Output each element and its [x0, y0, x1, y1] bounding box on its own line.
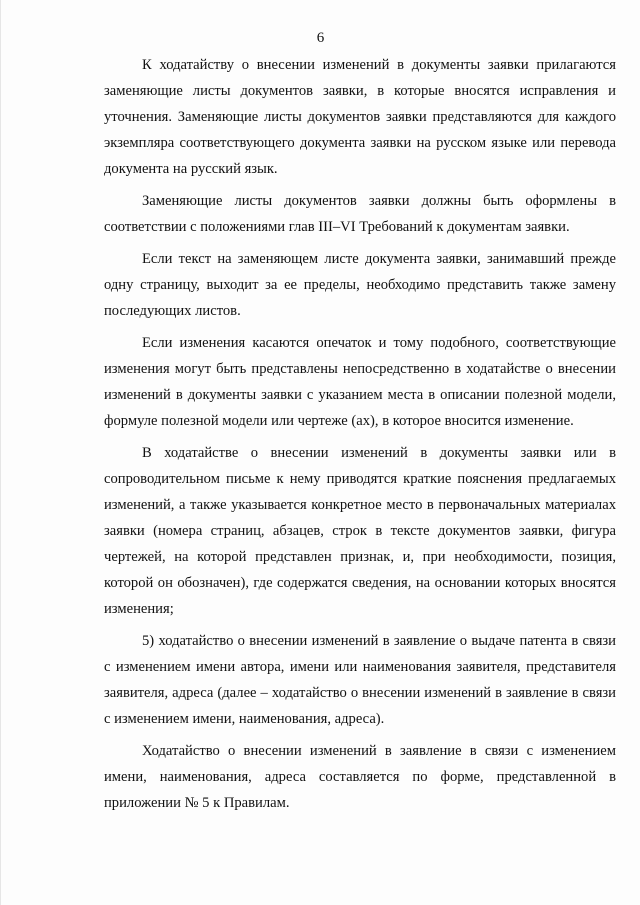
paragraph-replacement-sheets: К ходатайству о внесении изменений в документы заявки прилагаются заменяющие листы документов заявки, в которые вносятся исправления и уточнения. Заменяющие листы документов заявки представляются для каждого экземпляра соответствующего документа заявки на русском языке или перевода документа на русский язык.: [104, 57, 616, 177]
paragraph-form-reference: Ходатайство о внесении изменений в заявление в связи с изменением имени, наименования, адреса составляется по форме, представленной в приложении № 5 к Правилам.: [104, 743, 616, 811]
paragraph-sheet-formatting: Заменяющие листы документов заявки должны быть оформлены в соответствии с положениями глав III–VI Требований к документам заявки.: [104, 193, 616, 235]
page-number: 6: [316, 30, 325, 46]
paragraph-text-overflow: Если текст на заменяющем листе документа заявки, занимавший прежде одну страницу, выходит за ее пределы, необходимо представить также замену последующих листов.: [104, 251, 616, 319]
paragraph-change-explanations: В ходатайстве о внесении изменений в документы заявки или в сопроводительном письме к нему приводятся краткие пояснения предлагаемых изменений, а также указывается конкретное место в первоначальных материалах заявки (номера страниц, абзацев, строк в тексте документов заявки, фигура чертежей, на которой представлен признак, и, при необходимости, позиция, которой он обозначен), где содержатся сведения, на основании которых вносятся изменения;: [104, 445, 616, 617]
paragraph-typo-changes: Если изменения касаются опечаток и тому подобного, соответствующие изменения могут быть представлены непосредственно в ходатайстве о внесении изменений в документы заявки с указанием места в описании полезной модели, формуле полезной модели или чертеже (ах), в которое вносится изменение.: [104, 335, 616, 429]
paragraph-item-5: 5) ходатайство о внесении изменений в заявление о выдаче патента в связи с изменением имени автора, имени или наименования заявителя, представителя заявителя, адреса (далее – ходатайство о внесении изменений в заявление в связи с изменением имени, наименования, адреса).: [104, 633, 616, 727]
document-body: [104, 52, 616, 822]
